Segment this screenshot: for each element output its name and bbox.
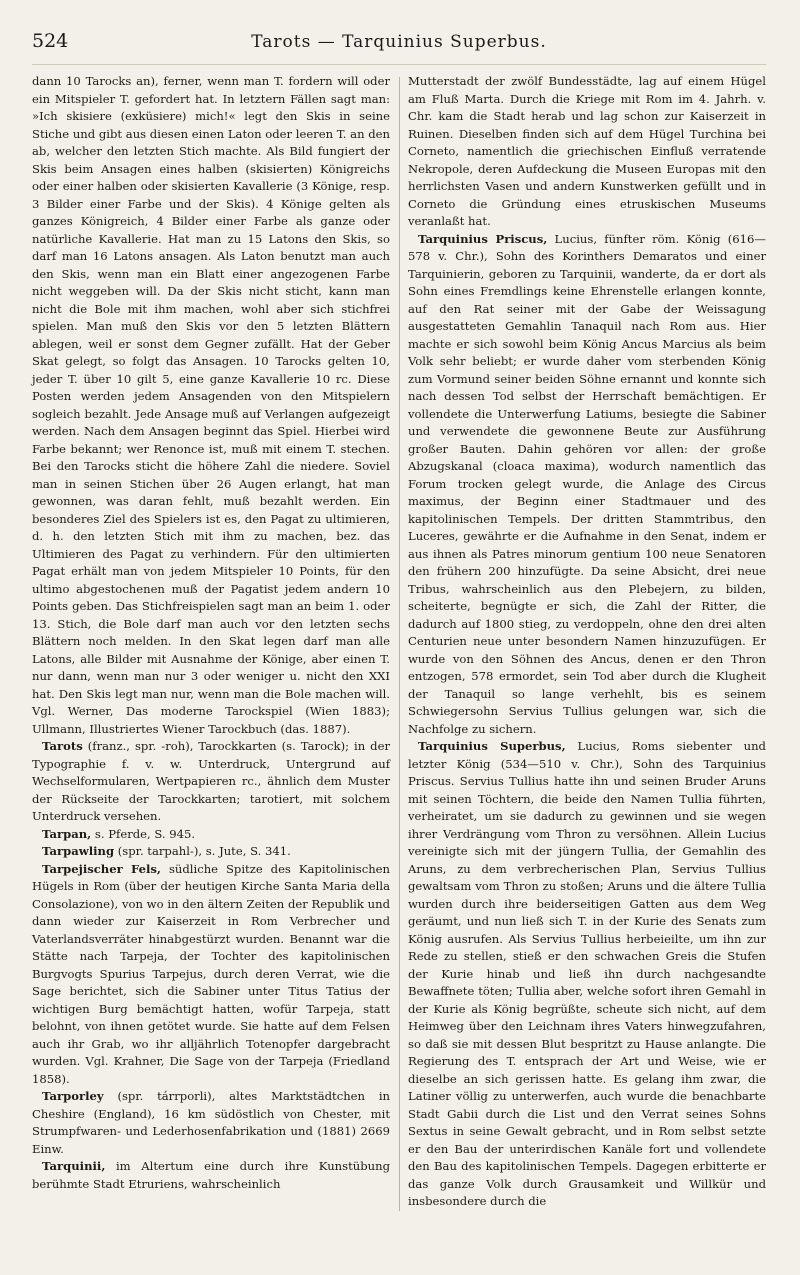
entry-headword: Tarquinii, — [42, 1159, 106, 1173]
entry-text: südliche Spitze des Kapitolinischen Hügels in Rom (über der heutigen Kirche Santa Maria della Consolazione), von wo in den ältern Zeiten der Republik und dann wieder zur Kaiserzeit in Rom Verbrecher und Vaterlandsverräter hinabgestürzt wurden. Benannt war die Stätte nach Tarpeja, der Tochter des kapitolinischen Burgvogts Spurius Tarpejus, durch deren Verrat, wie die Sage berichtet, sich die Sabiner unter Titus Tatius der wichtigen Burg bemächtigt hatten, wofür Tarpeja, statt belohnt, von ihnen getötet wurde. Sie hatte auf dem Felsen auch ihr Grab, wo ihr alljährlich Totenopfer dargebracht wurden. Vgl. Krahner, Die Sage von der Tarpeja (Friedland 1858). — [32, 861, 391, 1086]
dictionary-entry — [32, 738, 390, 826]
column-rule — [399, 77, 400, 1211]
entry-text: im Altertum eine durch ihre Kunstübung berühmte Stadt Etruriens, wahrscheinlich — [32, 1159, 390, 1191]
entry-headword: Tarots — [42, 739, 83, 753]
entry-text: (spr. tárrporli), altes Marktstädtchen in Cheshire (England), 16 km südöstlich von Chester, mit Strumpfwaren- und Lederhosenfabrikation und (1881) 2669 Einw. — [32, 1089, 390, 1156]
entry-headword: Tarpan, — [42, 826, 92, 841]
dictionary-entry — [32, 73, 390, 738]
dictionary-entry — [408, 738, 766, 1211]
page-number: 524 — [32, 30, 69, 52]
dictionary-entry — [408, 73, 766, 231]
left-column — [32, 73, 390, 1211]
dictionary-entry — [32, 843, 390, 861]
running-title: Tarots — Tarquinius Superbus. — [251, 32, 547, 52]
entry-headword: Tarpawling — [42, 844, 115, 858]
entry-text: (spr. tarpahl-), s. Jute, S. 341. — [114, 844, 291, 858]
entry-text: (franz., spr. -roh), Tarockkarten (s. Tarock); in der Typographie f. v. w. Unterdruck, Untergrund auf Wechselformularen, Wertpapieren rc., ähnlich dem Muster der Rückseite der Tarockkarten; tarotiert, mit solchem Unterdruck versehen. — [32, 739, 390, 823]
text-columns — [32, 73, 766, 1211]
page-header — [32, 30, 766, 65]
entry-headword: Tarquinius Superbus, — [418, 739, 566, 753]
right-column — [408, 73, 766, 1211]
entry-text: dann 10 Tarocks an), ferner, wenn man T. fordern will oder ein Mitspieler T. gefordert hat. In letztern Fällen sagt man: »Ich skisiere (exküsiere) mich!« legt den Skis in seine Stiche und gibt aus diesen einen Laton oder leeren T. an den ab, welcher den letzten Stich machte. Als Bild fungiert der Skis beim Ansagen eines halben (skisierten) Königreichs oder einer halben oder skisierten Kavallerie (3 Könige, resp. 3 Bilder einer Farbe und der Skis). 4 Könige gelten als ganzes Königreich, 4 Bilder einer Farbe als ganze oder natürliche Kavallerie. Hat man zu 15 Latons den Skis, so darf man 16 Latons ansagen. Als Laton benutzt man auch den Skis, wenn man ein Blatt einer angezogenen Farbe nicht weggeben will. Da der Skis nicht sticht, kann man nicht die Bole mit ihm machen, wohl aber sich stichfrei spielen. Man muß den Skis vor den 5 letzten Blättern ablegen, weil er sonst dem Gegner zufällt. Hat der Geber Skat gelegt, so folgt das Ansagen. 10 Tarocks gelten 10, jeder T. über 10 gilt 5, eine ganze Kavallerie 10 rc. Diese Posten werden jedem Ansagenden von den Mitspielern sogleich bezahlt. Jede Ansage muß auf Verlangen aufgezeigt werden. Nach dem Ansagen beginnt das Spiel. Hierbei wird Farbe bekannt; wer Renonce ist, muß mit einem T. stechen. Bei den Tarocks sticht die höhere Zahl die niedere. Soviel man in seinen Stichen über 26 Augen erlangt, hat man gewonnen, was daran fehlt, muß bezahlt werden. Ein besonderes Ziel des Spielers ist es, den Pagat zu ultimieren, d. h. den letzten Stich mit ihm zu machen, bez. das Ultimieren des Pagat zu verhindern. Für den ultimierten Pagat erhält man von jedem Mitspieler 10 Points, für den ultimo abgestochenen muß der Pagatist jedem andern 10 Points geben. Das Stichfreispielen sagt man an beim 1. oder 13. Stich, die Bole darf man auch vor den letzten sechs Blättern noch melden. In den Skat legen darf man alle Latons, alle Bilder mit Ausnahme der Könige, aber einen T. nur dann, wenn man nur 3 oder weniger u. nicht den XXI hat. Den Skis legt man nur, wenn man die Bole machen will. Vgl. Werner, Das moderne Tarockspiel (Wien 1883); Ullmann, Illustriertes Wiener Tarockbuch (das. 1887). — [32, 74, 390, 736]
entry-headword: Tarpejischer Fels, — [42, 861, 161, 876]
dictionary-entry — [408, 231, 766, 739]
dictionary-entry — [32, 1158, 390, 1193]
entry-headword: Tarporley — [42, 1089, 104, 1103]
entry-text: Lucius, Roms siebenter und letzter König (534—510 v. Chr.), Sohn des Tarquinius Priscus. Servius Tullius hatte ihn und seinen Bruder Aruns mit seinen Töchtern, die beide den Namen Tullia führten, verheiratet, um sie dadurch zu gewinnen und sie wegen ihrer Verdrängung vom Thron zu versöhnen. Allein Lucius vereinigte sich mit der jüngern Tullia, der Gemahlin des Aruns, zu dem verbrecherischen Plan, Servius Tullius gewaltsam vom Thron zu stoßen; Aruns und die ältere Tullia wurden durch ihre beiderseitigen Gatten aus dem Weg geräumt, und nun ließ sich T. in der Kurie des Senats zum König ausrufen. Als Servius Tullius herbeieilte, um ihn zur Rede zu stellen, stieß er den schwachen Greis die Stufen der Kurie hinab und ließ ihn durch nachgesandte Bewaffnete töten; Tullia aber, welche sofort ihren Gemahl in der Kurie als König begrüßte, scheute sich nicht, auf dem Heimweg über den Leichnam ihres Vaters hinwegzufahren, so daß sie mit dessen Blut bespritzt zu Hause anlangte. Die Regierung des T. entsprach der Art und Weise, wie er dieselbe an sich gerissen hatte. Es gelang ihm zwar, die Latiner völlig zu unterwerfen, auch wurde die benachbarte Stadt Gabii durch die List und den Verrat seines Sohns Sextus in seine Gewalt gebracht, und in Rom selbst setzte er den Bau der unterirdischen Kanäle fort und vollendete den Bau des kapitolinischen Tempels. Dagegen erbitterte er das ganze Volk durch Grausamkeit und Willkür und insbesondere durch die — [408, 739, 766, 1208]
dictionary-entry — [32, 826, 390, 844]
dictionary-entry — [32, 1088, 390, 1158]
dictionary-entry — [32, 861, 390, 1089]
entry-text: Lucius, fünfter röm. König (616—578 v. Chr.), Sohn des Korinthers Demaratos und einer Tarquinierin, geboren zu Tarquinii, wanderte, da er dort als Sohn eines Fremdlings keine Ehrenstelle erlangen konnte, auf den Rat seiner mit der Gabe der Weissagung ausgestatteten Gemahlin Tanaquil nach Rom aus. Hier machte er sich sowohl beim König Ancus Marcius als beim Volk sehr beliebt; er wurde daher vom sterbenden König zum Vormund seiner beiden Söhne ernannt und konnte sich nach dessen Tod selbst der Herrschaft bemächtigen. Er vollendete die Unterwerfung Latiums, besiegte die Sabiner und verwendete die gewonnene Beute zur Ausführung großer Bauten. Dahin gehören vor allen: der große Abzugskanal (cloaca maxima), wodurch namentlich das Forum trocken gelegt wurde, die Anlage des Circus maximus, der Beginn einer Stadtmauer und des kapitolinischen Tempels. Der dritten Stammtribus, den Luceres, gewährte er die Aufnahme in den Senat, indem er aus ihnen als Patres minorum gentium 100 neue Senatoren den frühern 200 hinzufügte. Da seine Absicht, drei neue Tribus, wahrscheinlich aus den Plebejern, zu bilden, scheiterte, begnügte er sich, die Zahl der Ritter, die dadurch auf 1800 stieg, zu verdoppeln, ohne den drei alten Centurien neue unter besondern Namen hinzuzufügen. Er wurde von den Söhnen des Ancus, denen er den Thron entzogen, 578 ermordet, sein Tod aber durch die Klugheit der Tanaquil so lange verhehlt, bis es seinem Schwiegersohn Servius Tullius gelungen war, sich die Nachfolge zu sichern. — [408, 231, 766, 736]
entry-text: s. Pferde, S. 945. — [91, 826, 196, 841]
entry-headword: Tarquinius Priscus, — [418, 231, 548, 246]
entry-text: Mutterstadt der zwölf Bundesstädte, lag auf einem Hügel am Fluß Marta. Durch die Kriege mit Rom im 4. Jahrh. v. Chr. kam die Stadt herab und lag schon zur Kaiserzeit in Ruinen. Dieselben finden sich auf dem Hügel Turchina bei Corneto, namentlich die griechischen Einfluß verratende Nekropole, deren Aufdeckung die Museen Europas mit den herrlichsten Vasen und andern Kunstwerken gefüllt und in Corneto die Gründung eines etruskischen Museums veranlaßt hat. — [408, 74, 766, 228]
